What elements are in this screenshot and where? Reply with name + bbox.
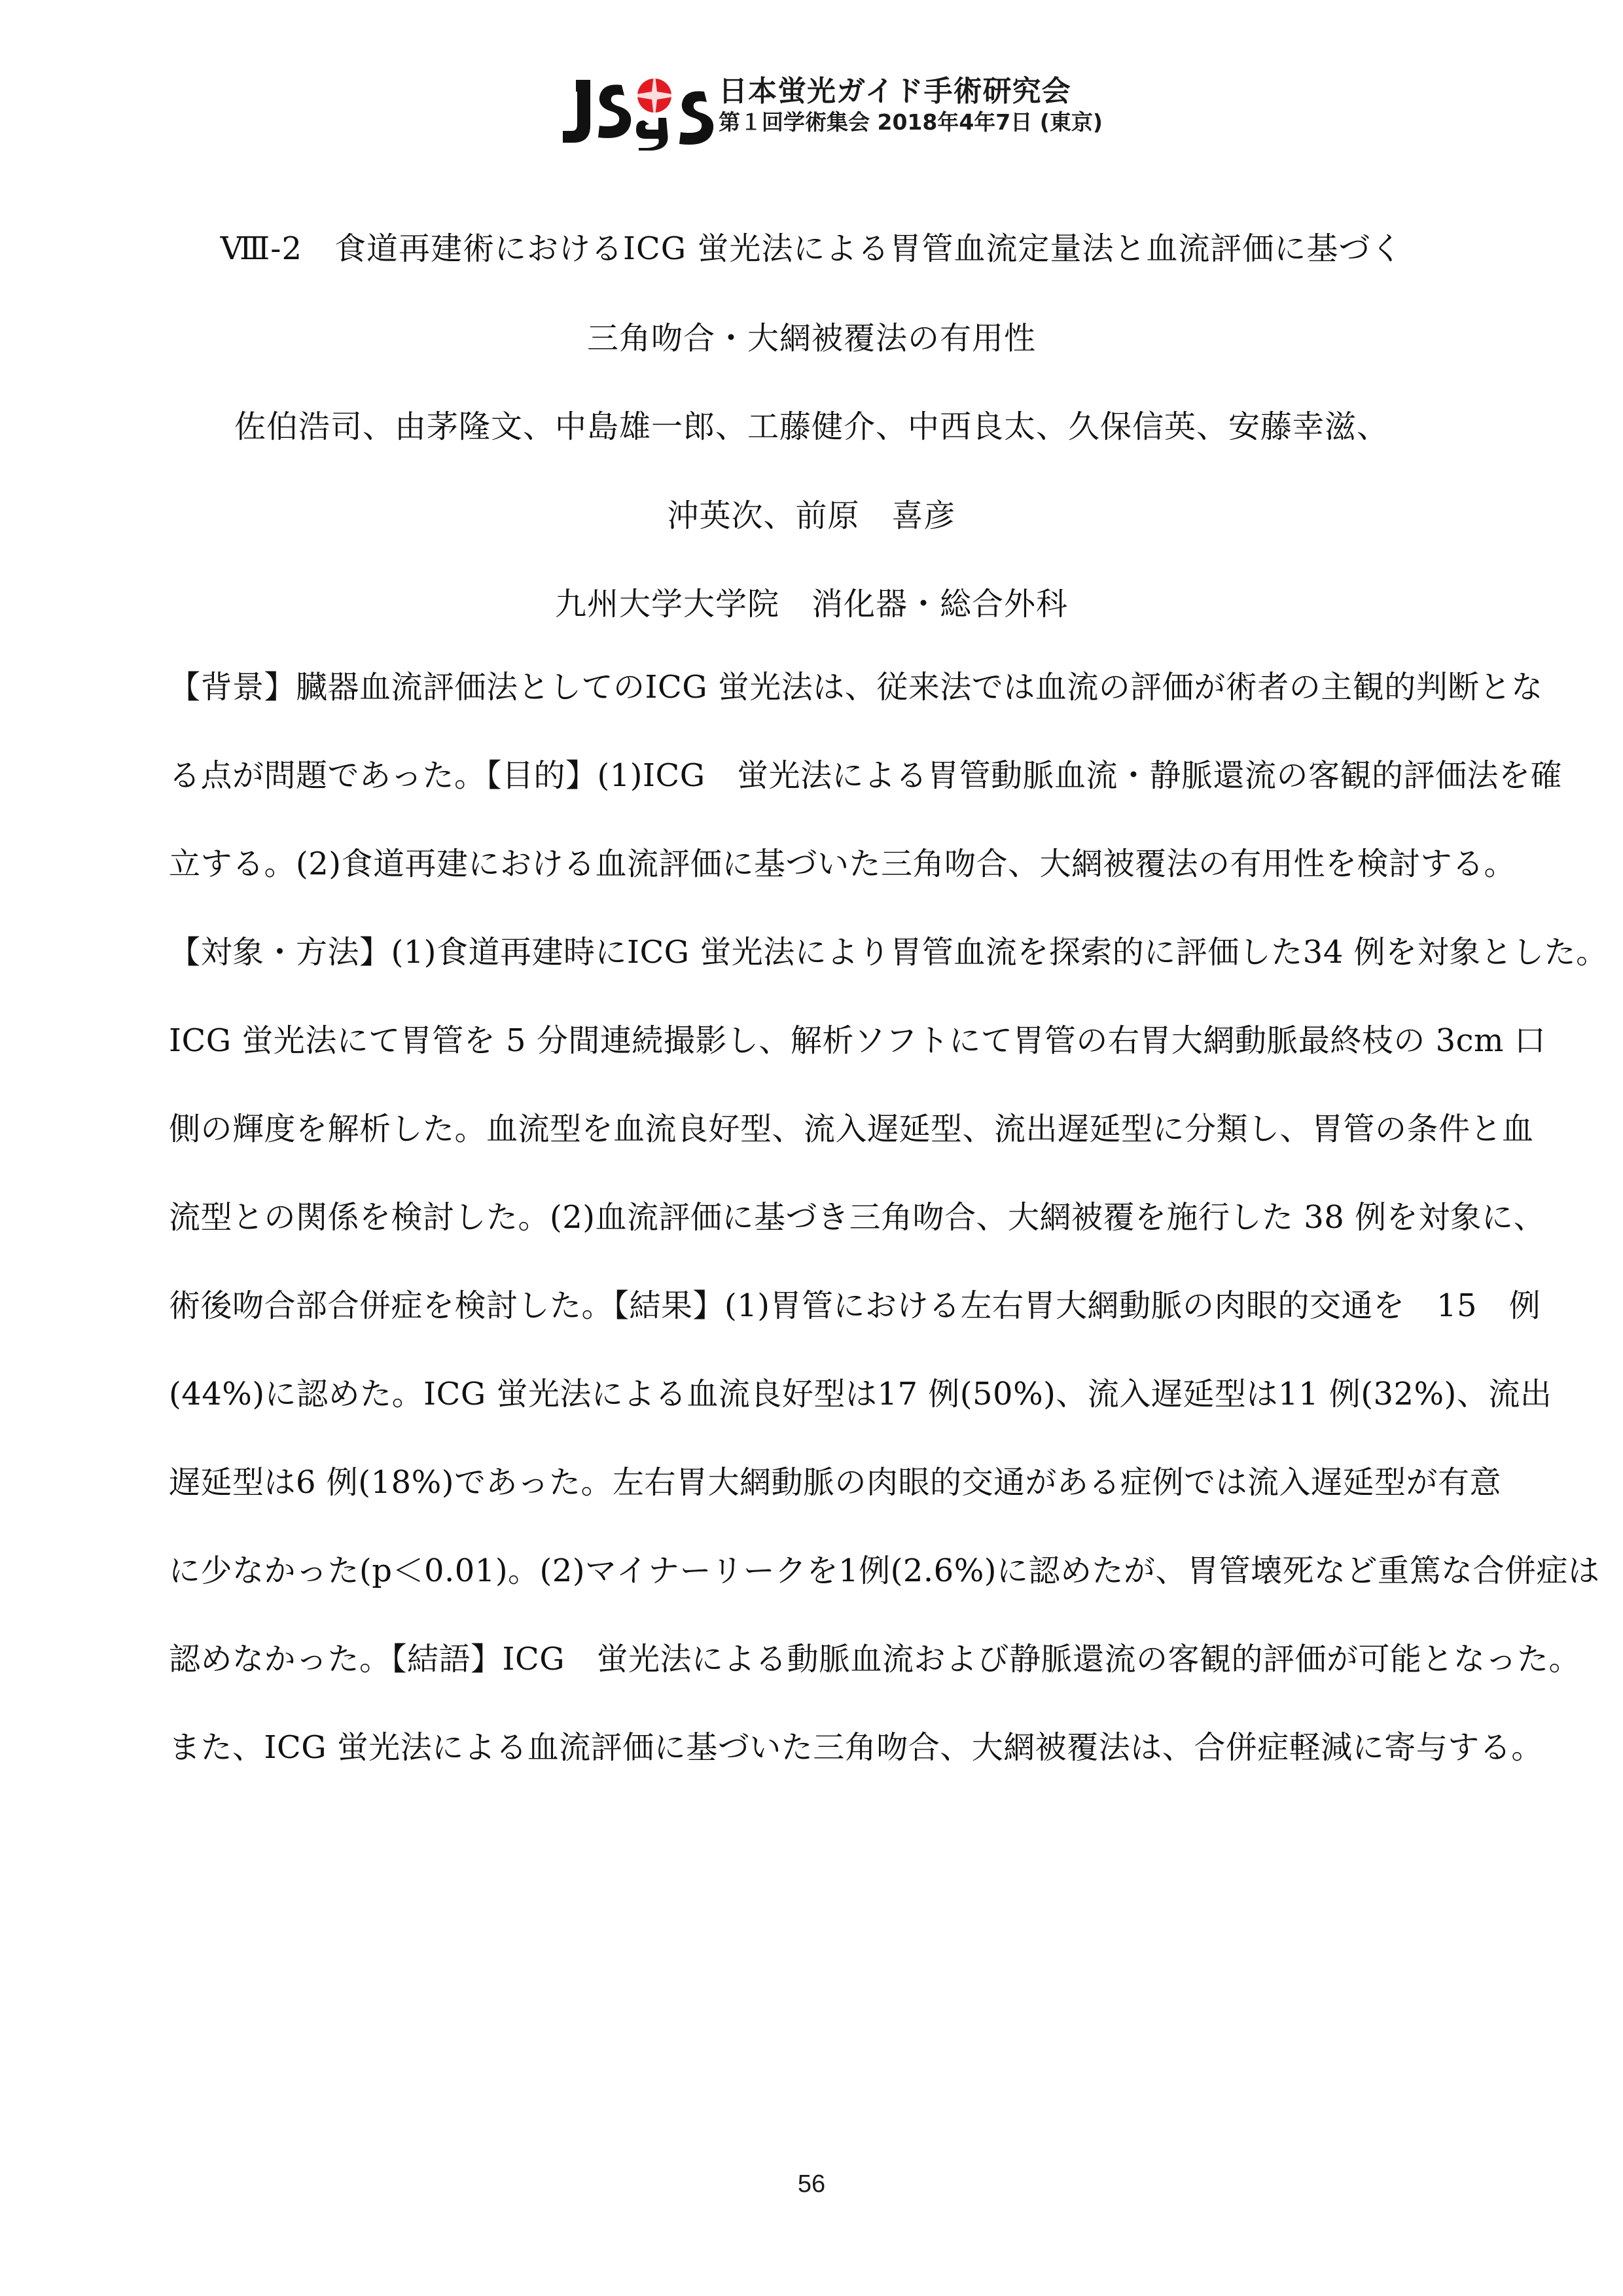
- abstract-line: 術後吻合部合併症を検討した。【結果】(1)胃管における左右胃大網動脈の肉眼的交通を 15 例: [169, 1287, 1541, 1324]
- abstract-line: (44%)に認めた。ICG 蛍光法による血流良好型は17 例(50%)、流入遅延型は11 例(32%)、流出: [169, 1376, 1552, 1412]
- header: [556, 65, 1103, 151]
- abstract-line: る点が問題であった。【目的】(1)ICG 蛍光法による胃管動脈血流・静脈還流の客観的評価法を確: [169, 757, 1563, 794]
- page-number: 56: [797, 2170, 826, 2198]
- abstract-line: 遅延型は6 例(18%)であった。左右胃大網動脈の肉眼的交通がある症例では流入遅延型が有意: [169, 1464, 1501, 1501]
- abstract-title-line-1: Ⅷ-2 食道再建術におけるICG 蛍光法による胃管血流定量法と血流評価に基づく: [220, 230, 1403, 267]
- header-text: [719, 75, 1103, 136]
- abstract-line: 認めなかった。【結語】ICG 蛍光法による動脈血流および静脈還流の客観的評価が可能となった。: [169, 1641, 1581, 1677]
- abstract-line: 【背景】臓器血流評価法としてのICG 蛍光法は、従来法では血流の評価が術者の主観的判断とな: [169, 669, 1543, 706]
- meeting-info: 第１回学術集会 2018年4年7日 (東京): [719, 109, 1103, 135]
- abstract-line: また、ICG 蛍光法による血流評価に基づいた三角吻合、大網被覆法は、合併症軽減に寄与する。: [169, 1729, 1543, 1766]
- abstract-line: 立する。(2)食道再建における血流評価に基づいた三角吻合、大網被覆法の有用性を検討する。: [169, 846, 1516, 882]
- abstract-line: に少なかった(p＜0.01)。(2)マイナーリークを1例(2.6%)に認めたが、胃管壊死など重篤な合併症は: [169, 1552, 1600, 1589]
- abstract-line: 側の輝度を解析した。血流型を血流良好型、流入遅延型、流出遅延型に分類し、胃管の条件と血: [169, 1111, 1534, 1147]
- logo-letter-s2: [679, 91, 713, 145]
- abstract-line: 流型との関係を検討した。(2)血流評価に基づき三角吻合、大網被覆を施行した 38 例を対象に、: [169, 1199, 1546, 1236]
- jsfgs-logo: [556, 65, 713, 151]
- abstract-body: [169, 668, 1608, 1816]
- authors-line-1: 佐伯浩司、由茅隆文、中島雄一郎、工藤健介、中西良太、久保信英、安藤幸滋、: [234, 408, 1389, 445]
- abstract-line: 【対象・方法】(1)食道再建時にICG 蛍光法により胃管血流を探索的に評価した34 例を対象とした。: [169, 934, 1608, 971]
- affiliation: 九州大学大学院 消化器・総合外科: [554, 586, 1068, 622]
- logo-sparkle: [628, 69, 681, 122]
- logo-letter-j: [563, 80, 590, 143]
- logo-letter-s: [598, 84, 631, 138]
- abstract-title-line-2: 三角吻合・大網被覆法の有用性: [586, 320, 1036, 357]
- abstract-line: ICG 蛍光法にて胃管を 5 分間連続撮影し、解析ソフトにて胃管の右胃大網動脈最終枝の 3cm 口: [169, 1022, 1546, 1059]
- society-name: 日本蛍光ガイド手術研究会: [719, 75, 1071, 108]
- logo-letter-g: [636, 118, 668, 151]
- authors-line-2: 沖英次、前原 喜彦: [667, 497, 956, 534]
